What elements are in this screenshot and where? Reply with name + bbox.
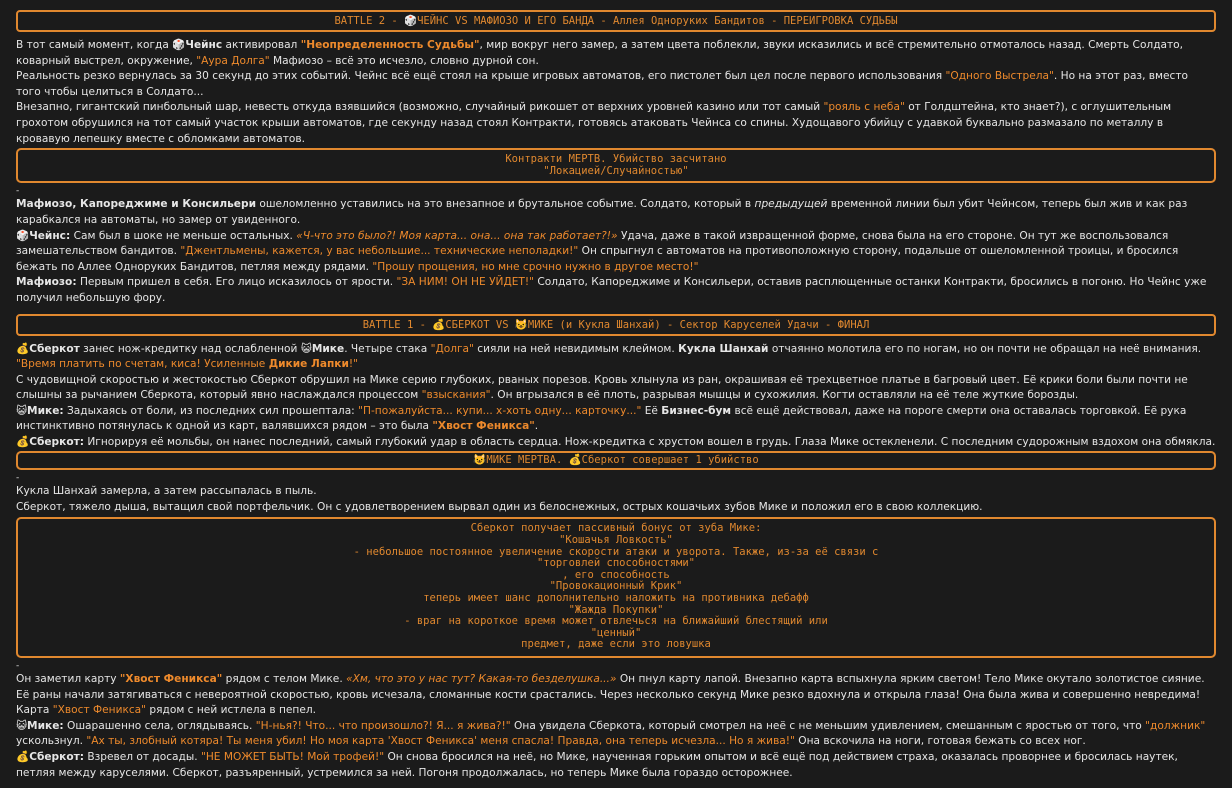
quote: «Ч-что это было?! Моя карта... она... она так работает?!» <box>296 229 618 242</box>
speaker-label: 🎲Чейнс: <box>16 229 71 242</box>
character-name: 😺Мике <box>300 342 345 355</box>
paragraph: 😺Мике: Ошарашенно села, оглядываясь. "Н-нья?! Что... что произошло?! Я... я жива?!" Она увидела Сберкота, который смотрел на неё с не меньшим удивлением, смешанным с яростью от того, что "должник" ускользнул. "Ах ты, злобный котяра! Ты меня убил! Но моя карта 'Хвост Феникса' меня спасла! Правда, она теперь исчезла... Но я жива!" Она вскочила на ноги, готовая бежать со всех ног. <box>16 719 1206 748</box>
paragraph: Сберкот, тяжело дыша, вытащил свой портфельчик. Он с удовлетворением вырвал один из белоснежных, острых кошачьих зубов Мике и положил его в свою коллекцию. <box>16 500 983 513</box>
paragraph: Реальность резко вернулась за 30 секунд до этих событий. Чейнс всё ещё стоял на крыше игровых автоматов, его пистолет был цел после первого использования "Одного Выстрела". Но на этот раз, вместо того чтобы целиться в Солдато... <box>16 70 1189 98</box>
speaker-label: 😺Мике: <box>16 719 64 732</box>
speaker-label: 💰Сберкот: <box>16 436 84 449</box>
paragraph: В тот самый момент, когда 🎲Чейнс активировал "Неопределенность Судьбы", мир вокруг него замер, а затем цвета поблекли, звуки исказились и всё стремительно отмоталось назад. Смерть Солдато, коварный выстрел, окружение, "Аура Долга" Мафиозо – всё это исчезло, словно дурной сон. <box>16 39 1184 67</box>
quote: "Время платить по счетам, киса! Усиленные Дикие Лапки!" <box>16 358 359 371</box>
quote: "Н-нья?! Что... что произошло?! Я... я жива?!" <box>255 719 511 732</box>
highlight: "должник" <box>1145 719 1206 732</box>
quote: «Хм, что это у нас тут? Какая-то безделушка...» <box>346 672 617 685</box>
skill-name: "Аура Долга" <box>196 54 270 67</box>
character-name: 💰Сберкот <box>16 342 80 355</box>
skill-name: "Долга" <box>430 342 474 355</box>
skill-name: "Неопределенность Судьбы" <box>300 39 480 51</box>
card-name: "Хвост Феникса" <box>432 420 535 433</box>
paragraph: Он заметил карту "Хвост Феникса" рядом с телом Мике. «Хм, что это у нас тут? Какая-то безделушка...» Он пнул карту лапой. Внезапно карта вспыхнула ярким светом! Тело Мике окутало золотистое сияние. Её раны начали затягиваться с невероятной скоростью, кровь исчезала, сломанные кости срастались. Через несколько секунд Мике резко вдохнула и открыла глаза! Она была жива и совершенно невредима! Карта "Хвост Феникса" рядом с ней истлела в пепел. <box>16 672 1205 717</box>
battle2-banner: BATTLE 2 - 🎲ЧЕЙНС VS МАФИОЗО И ЕГО БАНДА - Аллея Одноруких Бандитов - ПЕРЕИГРОВКА СУДЬБЫ <box>16 10 1216 32</box>
paragraph: 💰Сберкот: Взревел от досады. "НЕ МОЖЕТ БЫТЬ! Мой трофей!" Он снова бросился на неё, но Мике, наученная горьким опытом и всё ещё под действием страха, оказалась проворнее и бросилась наутек, петляя между каруселями. Сберкот, разъяренный, устремился за ней. Погоня продолжалась, но теперь Мике была гораздо осторожнее. <box>16 750 1178 779</box>
speaker-label: Мафиозо: <box>16 276 77 289</box>
quote: "Ах ты, злобный котяра! Ты меня убил! Но моя карта 'Хвост Феникса' меня спасла! Правда, она теперь исчезла... Но я жива!" <box>86 735 795 748</box>
speaker-label: 💰Сберкот: <box>16 750 84 763</box>
quote: "Прошу прощения, но мне срочно нужно в другое место!" <box>372 260 699 273</box>
separator: - <box>16 473 20 484</box>
paragraph: 🎲Чейнс: Сам был в шоке не меньше остальных. «Ч-что это было?! Моя карта... она... она так работает?!» Удача, даже в такой извращенной форме, снова была на его стороне. Он тут же воспользовался замешательством бандитов. "Джентльмены, кажется, у вас небольшие... технические неполадки!" Он спрыгнул с автоматов на противоположную сторону, подальше от ошеломленной троицы, и бросился бежать по Аллее Одноруких Бандитов, петляя между рядами. "Прошу прощения, но мне срочно нужно в другое место!" <box>16 229 1179 273</box>
quote: "НЕ МОЖЕТ БЫТЬ! Мой трофей!" <box>200 750 385 763</box>
quote: "ЗА НИМ! ОН НЕ УЙДЕТ!" <box>396 276 535 289</box>
battle1-banner: BATTLE 1 - 💰СБЕРКОТ VS 😺МИКЕ (и Кукла Шанхай) - Сектор Каруселей Удачи - ФИНАЛ <box>16 314 1216 336</box>
paragraph: 💰Сберкот занес нож-кредитку над ослабленной 😺Мике. Четыре стака "Долга" сияли на ней невидимым клеймом. Кукла Шанхай отчаянно молотила его по ногам, но он почти не обращал на неё внимания. "Время платить по счетам, киса! Усиленные Дикие Лапки!" <box>16 342 1202 371</box>
skill-name: Бизнес-бум <box>661 404 732 417</box>
highlight: "взыскания" <box>421 389 491 402</box>
separator: - <box>16 660 20 671</box>
card-name: "Хвост Феникса" <box>52 704 147 717</box>
character-name: 🎲Чейнс <box>172 39 223 51</box>
paragraph: Кукла Шанхай замерла, а затем рассыпалась в пыль. <box>16 485 317 498</box>
quote: "П-пожалуйста... купи... х-хоть одну... карточку..." <box>358 404 642 417</box>
paragraph: 😺Мике: Задыхаясь от боли, из последних сил прошептала: "П-пожалуйста... купи... х-хоть одну... карточку..." Её Бизнес-бум всё ещё действовал, даже на пороге смерти она оставалась торговкой. Её рука инстинктивно потянулась к одной из карт, валявшихся рядом – это была "Хвост Феникса". <box>16 404 1187 433</box>
paragraph: Внезапно, гигантский пинбольный шар, невесть откуда взявшийся (возможно, случайный рикошет от верхних уровней казино или тот самый "рояль с неба" от Голдштейна, кто знает?), с оглушительным грохотом обрушился на тот самый участок крыши автоматов, где секунду назад стоял Контракти, готовясь атаковать Чейнса со спины. Худощавого убийцу с удавкой буквально размазало по металлу в кровавую лепешку вместе с обломками автоматов. <box>16 101 1172 145</box>
separator: - <box>16 186 20 197</box>
card-name: "Хвост Феникса" <box>119 672 223 685</box>
quote: "Джентльмены, кажется, у вас небольшие... технические неполадки!" <box>180 245 579 258</box>
character-names: Мафиозо, Капореджиме и Консильери <box>16 198 256 211</box>
highlight: "рояль с неба" <box>823 101 905 114</box>
skill-name: "Одного Выстрела" <box>945 70 1054 83</box>
paragraph: С чудовищной скоростью и жестокостью Сберкот обрушил на Мике серию глубоких, рваных порезов. Кровь хлынула из ран, окрашивая её трехцветное платье в багровый цвет. Её крики боли были почти не слышны за рычанием Сберкота, который явно наслаждался процессом "взыскания". Он вгрызался в её плоть, разрывая мышцы и сухожилия. Когти оставляли на её теле жуткие борозды. <box>16 373 1188 402</box>
paragraph: 💰Сберкот: Игнорируя её мольбы, он нанес последний, самый глубокий удар в область сердца. Нож-кредитка с хрустом вошел в грудь. Глаза Мике остекленели. С последним судорожным вздохом она обмякла. <box>16 436 1216 449</box>
bonus-box: Сберкот получает пассивный бонус от зуба Мике: "Кошачья Ловкость" - небольшое постоянное увеличение скорости атаки и уворота. Также, из-за её связи с "торговлей способностями" , его способность "Провокационный Крик" теперь имеет шанс дополнительно наложить на противника дебафф "Жажда Покупки" - враг на короткое время может отвлечься на ближайший блестящий или "ценный" предмет, даже если это ловушка <box>16 517 1216 658</box>
kill-announcement-box: 😺МИКЕ МЕРТВА. 💰Сберкот совершает 1 убийство <box>16 451 1216 471</box>
kill-announcement-box: Контракти МЕРТВ. Убийство засчитано "Локацией/Случайностью" <box>16 148 1216 183</box>
paragraph: Мафиозо: Первым пришел в себя. Его лицо исказилось от ярости. "ЗА НИМ! ОН НЕ УЙДЕТ!" Солдато, Капореджиме и Консильери, оставив расплющенные останки Контракти, бросились в погоню. Но Чейнс уже получил небольшую фору. <box>16 276 1207 304</box>
character-name: Кукла Шанхай <box>678 342 769 355</box>
paragraph: Мафиозо, Капореджиме и Консильери ошеломленно уставились на это внезапное и брутальное событие. Солдато, который в предыдущей временной линии был убит Чейнсом, теперь был жив и как раз карабкался на автоматы, но замер от увиденного. <box>16 198 1188 226</box>
speaker-label: 😺Мике: <box>16 404 64 417</box>
